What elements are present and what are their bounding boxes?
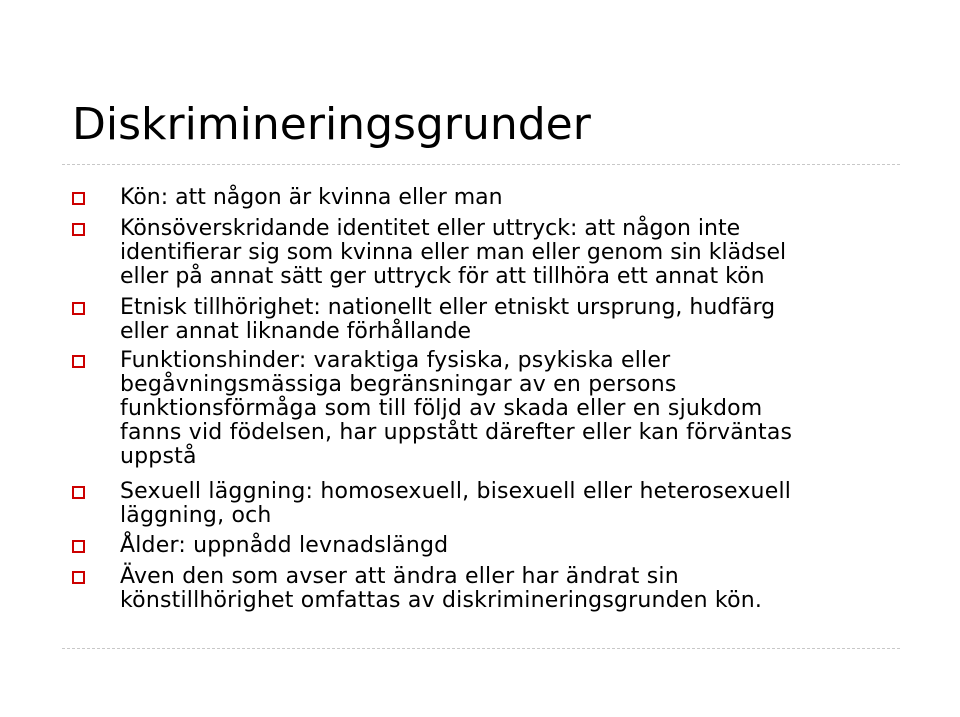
- bullet-line: läggning, och: [120, 503, 272, 528]
- bullet-line: Etnisk tillhörighet: nationellt eller etniskt ursprung, hudfärg: [120, 295, 776, 320]
- footer-divider: [62, 648, 900, 649]
- bullet-item-konstillhorighet: [120, 565, 900, 613]
- bullet-line: Könsöverskridande identitet eller uttryck: att någon inte: [120, 216, 741, 241]
- bullet-line: Kön: att någon är kvinna eller man: [120, 185, 503, 210]
- square-bullet-icon: [72, 223, 85, 236]
- bullet-line: identifierar sig som kvinna eller man eller genom sin klädsel: [120, 240, 787, 265]
- bullet-item-alder: [120, 534, 900, 558]
- square-bullet-icon: [72, 355, 85, 368]
- slide-title: Diskrimineringsgrunder: [72, 99, 591, 150]
- square-bullet-icon: [72, 192, 85, 205]
- square-bullet-icon: [72, 486, 85, 499]
- bullet-item-etnisk: [120, 296, 900, 344]
- bullet-line: Funktionshinder: varaktiga fysiska, psykiska eller: [120, 348, 671, 373]
- bullet-line: fanns vid födelsen, har uppstått därefter eller kan förväntas: [120, 420, 793, 445]
- bullet-line: funktionsförmåga som till följd av skada eller en sjukdom: [120, 396, 763, 421]
- bullet-item-sexuell-laggning: [120, 480, 900, 528]
- bullet-line: könstillhörighet omfattas av diskrimineringsgrunden kön.: [120, 588, 763, 613]
- bullet-line: Sexuell läggning: homosexuell, bisexuell eller heterosexuell: [120, 479, 792, 504]
- square-bullet-icon: [72, 571, 85, 584]
- square-bullet-icon: [72, 540, 85, 553]
- bullet-line: begåvningsmässiga begränsningar av en persons: [120, 372, 677, 397]
- bullet-item-funktionshinder: [120, 349, 900, 469]
- bullet-line: Även den som avser att ändra eller har ändrat sin: [120, 564, 679, 589]
- bullet-item-konsoverskridande: [120, 217, 900, 289]
- bullet-line: eller på annat sätt ger uttryck för att tillhöra ett annat kön: [120, 264, 765, 289]
- bullet-item-kon: [120, 186, 900, 210]
- bullet-line: Ålder: uppnådd levnadslängd: [120, 533, 449, 558]
- bullet-line: eller annat liknande förhållande: [120, 319, 472, 344]
- square-bullet-icon: [72, 302, 85, 315]
- bullet-line: uppstå: [120, 444, 197, 469]
